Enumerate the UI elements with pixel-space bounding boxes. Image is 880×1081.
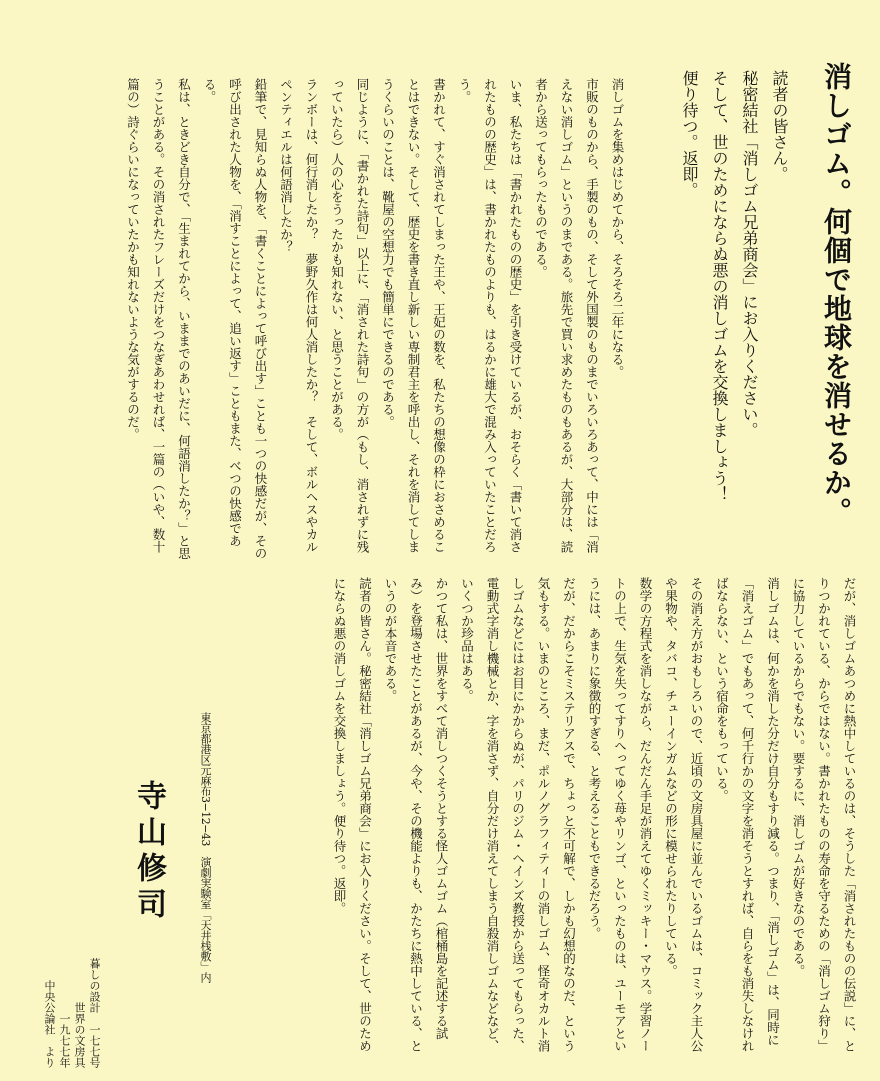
paragraph: だが、だからこそミステリアスで、ちょっと不可解で、しかも幻想的なのだ、という気もする。いまのところ、まだ、ポルノグラフィティーの消しゴム、怪奇オカルト消しゴムなどにはお目にかからぬが、パリのジム・ヘインズ教授から送ってもらった、電動式字消し機械とか、字を消さず、自分だけ消えてしまう自殺消しゴムなどなど、いくつか珍品はある。 — [459, 577, 577, 1052]
paragraph: 数学の方程式を消しながら、だんだん手足が消えてゆくミッキー・マウス。学習ノートの上で、生気を失ってすりへってゆく苺やリンゴ、といったものは、ユーモアというには、あまりに象徴的すぎる、と考えることもできるだろう。 — [587, 577, 653, 1052]
source-line: 世界の文房具 — [73, 1002, 86, 1068]
paragraph: 消しゴムを集めはじめてから、そろそろ二年になる。 — [610, 78, 625, 378]
paragraph: だが、消しゴムあつめに熱中しているのは、そうした「消されたものの伝説」に、とりつかれている、からではない。書かれたものの寿命を守るための「消しゴム狩り」に協力しているからでもない。要するに、消しゴムが好きなのである。 — [791, 577, 857, 1052]
article-title: 消しゴム。何個で地球を消せるか。 — [820, 62, 853, 526]
body-text-upper — [120, 78, 630, 560]
author-name: 寺山修司 — [131, 780, 166, 924]
intro-line: そして、世のためにならぬ悪の消しゴムを交換しましょう！ — [710, 70, 729, 502]
paragraph: 市販のものから、手製のもの、そして外国製のものまでいろいろあって、中には「消えない消しゴム」というのまである。旅先で買い求めたものもあるが、大部分は、読者から送ってもらったものである。 — [533, 78, 600, 553]
paragraph: ランボーは、何行消したか？ 夢野久作は何人消したか？ そして、ボルヘスやカルペンティエルは何語消したか？ — [278, 78, 319, 553]
intro-line: 秘密結社「消しゴム兄弟商会」にお入りください。 — [740, 70, 759, 438]
paragraph: 消しゴムは、何かを消した分だけ自分もすり減る。つまり、「消しゴム」は、同時に「消えゴム」でもあって、何千行かの文字を消そうとすれば、自らをも消失しなければならない、という宿命をもっている。 — [714, 577, 781, 1052]
source-citation — [42, 868, 102, 1068]
paragraph: その消え方がおもしろいので、近頃の文房具屋に並んでいるゴムは、コミック主人公や果物や、タバコ、チューインガムなどの形に模せられたりしている。 — [663, 577, 704, 1052]
source-line: 一九七七年 — [58, 1013, 71, 1068]
source-line: 暮しの設計 一七七号 — [88, 958, 101, 1068]
source-line: 中央公論社 より — [43, 980, 56, 1068]
paragraph: かつて私は、世界をすべて消しつくそうとする怪人ゴムゴム（棺桶島を記述する試み）を登場させたことがあるが、今や、その機能よりも、かたちに熱中している、というのが本音である。 — [383, 577, 449, 1052]
paragraph: 同じように、「書かれた詩句」以上に、「消された詩句」の方が（もし、消されずに残っていたら）人の心をうったかも知れない、と思うことがある。 — [329, 78, 370, 553]
body-text-lower — [327, 577, 863, 1057]
paragraph: 読者の皆さん。秘密結社「消しゴム兄弟商会」にお入りください。そして、世のためにならぬ悪の消しゴムを交換しましょう。便り待つ。返即。 — [332, 577, 373, 1052]
paragraph: いま、私たちは「書かれたものの歴史」を引き受けているが、おそらく「書いて消されたものの歴史」は、書かれたものよりも、はるかに雄大で混み入っていたことだろう。 — [457, 78, 523, 553]
intro-line: 便り待つ。返即。 — [680, 70, 699, 198]
intro-paragraphs — [674, 70, 794, 570]
paragraph: 鉛筆で、見知らぬ人物を、「書くことによって呼び出す」ことも一つの快感だが、その呼び出された人物を、「消すことによって、追い返す」こともまた、べつの快感である。 — [202, 78, 268, 560]
contact-address: 東京都港区元麻布3−12−43 演劇実験室「天井桟敷」内 — [199, 712, 212, 983]
paragraph: 私は、ときどき自分で、「生まれてから、いままでのあいだに、何語消したか？」と思うことがある。その消されたフレーズだけをつなぎあわせれば、一篇の（いや、数十篇の）詩ぐらいになっていたかも知れないような気がするのだ。 — [125, 78, 192, 560]
paragraph: 書かれて、すぐ消されてしまった王や、王妃の数を、私たちの想像の枠におさめることはできない。そして、歴史を書き直し新しい専制君主を呼出し、それを消してしまうくらいのことは、靴屋の空想力でも簡単にできるのである。 — [380, 78, 447, 553]
intro-line: 読者の皆さん。 — [770, 70, 789, 182]
